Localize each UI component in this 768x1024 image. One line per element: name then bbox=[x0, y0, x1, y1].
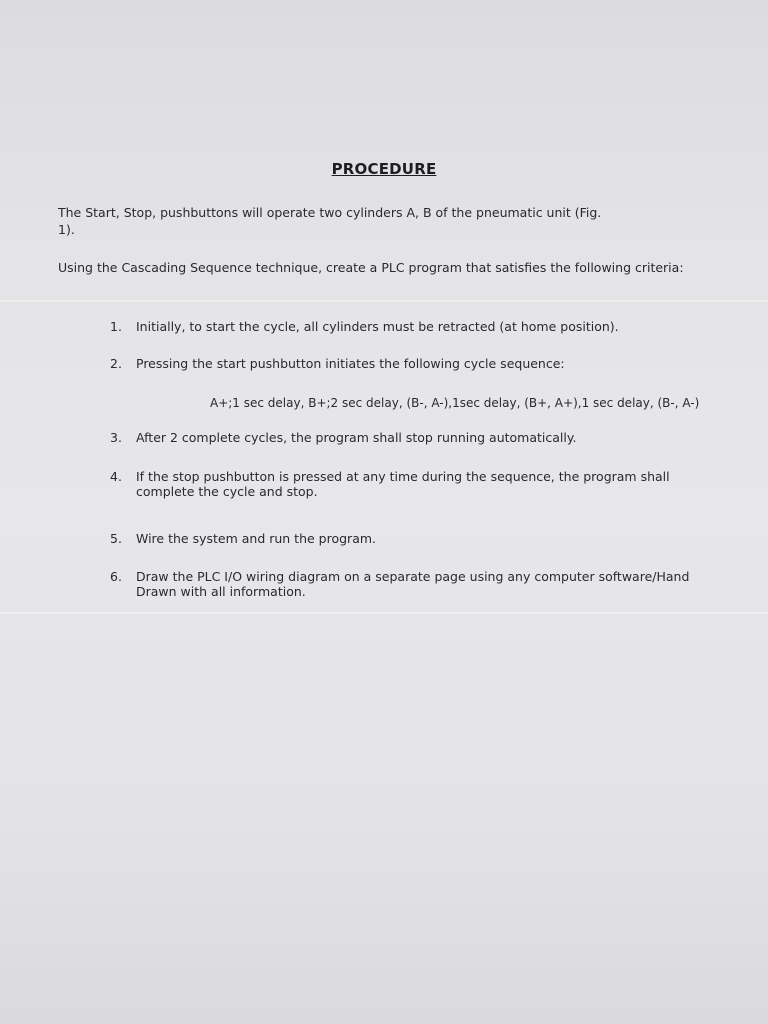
list-item bbox=[110, 469, 690, 499]
list-item-number: 6. bbox=[110, 569, 122, 584]
paper-fold bbox=[0, 300, 768, 302]
instruction-paragraph: Using the Cascading Sequence technique, create a PLC program that satisfies the following criteria: bbox=[58, 260, 684, 275]
list-item-number: 5. bbox=[110, 531, 122, 546]
list-item bbox=[110, 531, 690, 546]
list-item bbox=[110, 569, 690, 599]
list-item-number: 1. bbox=[110, 319, 122, 334]
intro-paragraph: The Start, Stop, pushbuttons will operate two cylinders A, B of the pneumatic unit (Fig. 1). bbox=[58, 205, 602, 237]
list-item bbox=[110, 356, 690, 371]
list-item-text: If the stop pushbutton is pressed at any time during the sequence, the program shall complete the cycle and stop. bbox=[136, 469, 670, 499]
list-item-number: 2. bbox=[110, 356, 122, 371]
list-item bbox=[110, 319, 690, 334]
list-item-text: Initially, to start the cycle, all cylinders must be retracted (at home position). bbox=[136, 319, 619, 334]
list-item bbox=[110, 430, 690, 445]
list-item-text: Pressing the start pushbutton initiates the following cycle sequence: bbox=[136, 356, 565, 371]
list-item-text: After 2 complete cycles, the program shall stop running automatically. bbox=[136, 430, 577, 445]
list-item-text: Wire the system and run the program. bbox=[136, 531, 377, 546]
list-item-text: Draw the PLC I/O wiring diagram on a separate page using any computer software/Hand Drawn with all information. bbox=[136, 569, 690, 599]
paper-fold bbox=[0, 612, 768, 614]
list-item-number: 3. bbox=[110, 430, 122, 445]
cycle-sequence: A+;1 sec delay, B+;2 sec delay, (B-, A-),1sec delay, (B+, A+),1 sec delay, (B-, A-) bbox=[210, 396, 700, 410]
page-title: PROCEDURE bbox=[331, 160, 437, 178]
list-item-number: 4. bbox=[110, 469, 122, 484]
